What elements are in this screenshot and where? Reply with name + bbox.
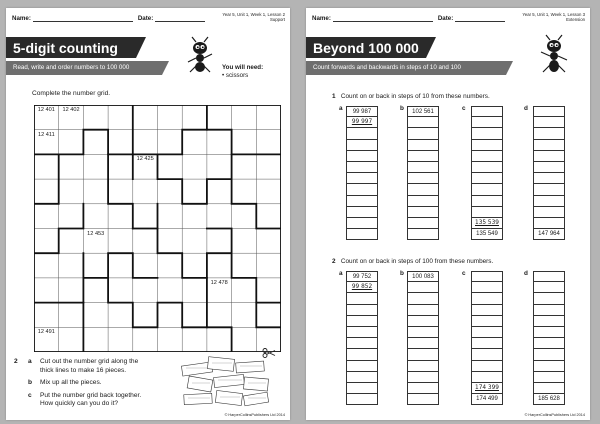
column-letter: a	[339, 105, 343, 112]
answer-box[interactable]	[407, 162, 439, 173]
question-2-item-letter: b	[28, 379, 33, 387]
count-column	[533, 271, 565, 407]
answer-box[interactable]	[407, 361, 439, 372]
name-date-row	[12, 15, 205, 22]
need-item-scissors: scissors	[225, 72, 249, 79]
answer-box[interactable]: 102 561	[407, 106, 439, 117]
count-column	[471, 106, 503, 242]
page-title: Beyond 100 000	[306, 37, 426, 58]
answer-box[interactable]	[471, 207, 503, 218]
answer-box[interactable]	[533, 162, 565, 173]
answer-box[interactable]	[407, 293, 439, 304]
answer-box[interactable]	[471, 316, 503, 327]
answer-box[interactable]	[533, 305, 565, 316]
question-2-item-letter: a	[28, 358, 32, 365]
answer-box[interactable]	[346, 173, 378, 184]
page-title: 5-digit counting	[6, 37, 136, 58]
lesson-ref: Year 5, Unit 1, Week 1, Lesson 2	[222, 12, 285, 17]
answer-box[interactable]	[407, 128, 439, 139]
question-2-item-letter: c	[28, 391, 32, 399]
answer-box[interactable]	[407, 383, 439, 394]
column-letter: c	[462, 270, 466, 277]
answer-box[interactable]	[471, 361, 503, 372]
grid-cell-number: 12 491	[37, 329, 55, 336]
answer-box[interactable]	[533, 196, 565, 207]
answer-box[interactable]	[471, 372, 503, 383]
answer-box[interactable]	[407, 349, 439, 360]
answer-box[interactable]	[471, 184, 503, 195]
answer-box[interactable]	[407, 196, 439, 207]
lesson-meta	[222, 12, 285, 22]
count-column	[471, 271, 503, 407]
question-2-item	[28, 392, 178, 401]
answer-box[interactable]	[346, 218, 378, 229]
page-subtitle: Count forwards and backwards in steps of 10 and 100	[306, 61, 506, 75]
answer-box[interactable]	[346, 327, 378, 338]
grid-cell-number: 12 453	[87, 230, 105, 237]
grid-cell-number: 12 401	[37, 107, 55, 113]
answer-box[interactable]	[407, 184, 439, 195]
answer-box[interactable]: 135 539	[471, 218, 503, 229]
grid-pieces-illustration-icon	[178, 354, 274, 410]
date-label: Date:	[137, 15, 154, 22]
answer-box[interactable]	[471, 173, 503, 184]
answer-box[interactable]	[533, 184, 565, 195]
answer-box[interactable]	[346, 394, 378, 405]
answer-box[interactable]	[471, 305, 503, 316]
answer-box[interactable]	[346, 162, 378, 173]
question-2-items	[28, 358, 178, 409]
worksheet-page-right	[306, 8, 590, 420]
worksheet-page-left	[6, 8, 290, 420]
answer-box[interactable]	[346, 196, 378, 207]
question-2-item-text: Mix up all the pieces.	[40, 379, 102, 387]
name-label: Name:	[12, 15, 31, 22]
answer-box[interactable]	[471, 327, 503, 338]
answer-box[interactable]	[407, 316, 439, 327]
answer-box[interactable]	[407, 140, 439, 151]
name-label: Name:	[312, 15, 331, 22]
count-column	[407, 271, 439, 407]
answer-box[interactable]	[471, 106, 503, 117]
answer-box[interactable]: 185 628	[533, 394, 565, 405]
column-letter: a	[339, 270, 343, 277]
answer-box[interactable]	[471, 162, 503, 173]
answer-box[interactable]	[533, 117, 565, 128]
count-column	[407, 106, 439, 242]
answer-box[interactable]	[533, 349, 565, 360]
copyright-footer: © HarperCollinsPublishers Ltd 2014	[524, 413, 585, 417]
answer-box[interactable]: 174 499	[471, 394, 503, 405]
answer-box[interactable]	[471, 282, 503, 293]
question-2-item-text: Cut out the number grid along the	[40, 358, 139, 365]
scissors-icon	[262, 348, 276, 358]
date-label: Date:	[437, 15, 454, 22]
you-will-need-box: You will need: • scissors	[222, 64, 264, 79]
answer-box[interactable]	[407, 372, 439, 383]
answer-box[interactable]: 99 852	[346, 282, 378, 293]
answer-box[interactable]	[346, 184, 378, 195]
answer-box[interactable]	[533, 128, 565, 139]
answer-box[interactable]	[471, 293, 503, 304]
question-2-item-text: thick lines to make 16 pieces.	[40, 366, 127, 374]
grid-instruction: Complete the number grid.	[32, 90, 111, 97]
answer-box[interactable]	[346, 349, 378, 360]
column-letter: b	[400, 105, 404, 112]
answer-box[interactable]	[407, 207, 439, 218]
lesson-level: Support	[269, 17, 285, 23]
answer-box[interactable]	[471, 349, 503, 360]
column-letter: d	[524, 105, 528, 112]
answer-box[interactable]: 174 399	[471, 383, 503, 394]
answer-box[interactable]	[533, 293, 565, 304]
grid-cell-number: 12 402	[62, 107, 80, 113]
date-line[interactable]	[155, 16, 205, 22]
question-2-item-text: How quickly can you do it?	[40, 400, 119, 408]
question-2-item	[28, 379, 178, 388]
answer-box[interactable]	[346, 140, 378, 151]
answer-box[interactable]	[533, 106, 565, 117]
answer-box[interactable]	[533, 383, 565, 394]
answer-box[interactable]	[407, 282, 439, 293]
answer-box[interactable]	[533, 140, 565, 151]
answer-box[interactable]	[471, 151, 503, 162]
answer-box[interactable]	[346, 128, 378, 139]
lesson-meta	[522, 12, 585, 22]
question-2-item-text: Put the number grid back together.	[40, 391, 142, 399]
count-column	[346, 106, 378, 242]
answer-box[interactable]	[346, 305, 378, 316]
answer-box[interactable]	[533, 218, 565, 229]
copyright-footer: © HarperCollinsPublishers Ltd 2014	[224, 413, 285, 417]
question-2-item	[28, 400, 178, 409]
answer-box[interactable]	[533, 282, 565, 293]
answer-box[interactable]: 99 752	[346, 271, 378, 282]
answer-box[interactable]	[346, 293, 378, 304]
answer-box[interactable]	[346, 151, 378, 162]
count-column	[346, 271, 378, 407]
answer-box[interactable]	[407, 394, 439, 405]
question-1-prompt	[332, 93, 490, 100]
answer-box[interactable]	[533, 338, 565, 349]
answer-box[interactable]	[346, 207, 378, 218]
answer-box[interactable]	[407, 218, 439, 229]
you-will-need-heading: You will need:	[222, 64, 264, 71]
question-2-text: Count on or back in steps of 100 from these numbers.	[340, 258, 494, 265]
name-date-row	[312, 15, 505, 22]
count-column	[533, 106, 565, 242]
question-2-item	[28, 358, 178, 367]
question-1-number: 1	[332, 93, 336, 100]
name-line[interactable]	[333, 16, 433, 22]
number-grid	[34, 105, 281, 352]
answer-box[interactable]	[346, 383, 378, 394]
answer-box[interactable]	[533, 361, 565, 372]
answer-box[interactable]	[346, 229, 378, 240]
answer-box[interactable]	[471, 140, 503, 151]
answer-box[interactable]	[407, 305, 439, 316]
page-subtitle: Read, write and order numbers to 100 000	[6, 61, 162, 75]
number-grid-lines	[34, 105, 281, 352]
answer-box[interactable]	[533, 316, 565, 327]
question-2-prompt	[332, 258, 493, 265]
column-letter: c	[462, 105, 466, 112]
answer-box[interactable]	[407, 327, 439, 338]
grid-cell-number: 12 425	[136, 156, 154, 163]
answer-box[interactable]	[346, 372, 378, 383]
question-1-text: Count on or back in steps of 10 from these numbers.	[340, 93, 490, 100]
answer-box[interactable]	[346, 316, 378, 327]
ant-mascot-icon	[182, 36, 218, 76]
answer-box[interactable]	[471, 271, 503, 282]
answer-box[interactable]	[533, 372, 565, 383]
question-2-number: 2	[332, 258, 336, 265]
answer-box[interactable]: 99 997	[346, 117, 378, 128]
question-2-item	[28, 367, 178, 376]
lesson-ref: Year 5, Unit 1, Week 1, Lesson 3	[522, 12, 585, 17]
answer-box[interactable]	[346, 338, 378, 349]
answer-box[interactable]	[471, 117, 503, 128]
date-line[interactable]	[455, 16, 505, 22]
answer-box[interactable]	[533, 173, 565, 184]
answer-box[interactable]	[471, 128, 503, 139]
answer-box[interactable]	[471, 338, 503, 349]
answer-box[interactable]	[533, 151, 565, 162]
answer-box[interactable]: 147 964	[533, 229, 565, 240]
answer-box[interactable]	[407, 117, 439, 128]
ant-mascot-icon	[536, 34, 572, 76]
answer-box[interactable]: 100 083	[407, 271, 439, 282]
column-letter: d	[524, 270, 528, 277]
answer-box[interactable]	[407, 173, 439, 184]
column-letter: b	[400, 270, 404, 277]
answer-box[interactable]	[471, 196, 503, 207]
answer-box[interactable]: 99 987	[346, 106, 378, 117]
answer-box[interactable]	[407, 338, 439, 349]
question-2-number: 2	[14, 358, 18, 365]
answer-box[interactable]	[407, 151, 439, 162]
answer-box[interactable]	[346, 361, 378, 372]
answer-box[interactable]: 135 549	[471, 229, 503, 240]
lesson-level: Extension	[566, 17, 585, 23]
answer-box[interactable]	[533, 207, 565, 218]
name-line[interactable]	[33, 16, 133, 22]
grid-cell-number: 12 478	[210, 279, 228, 286]
answer-box[interactable]	[407, 229, 439, 240]
answer-box[interactable]	[533, 271, 565, 282]
answer-box[interactable]	[533, 327, 565, 338]
grid-cell-number: 12 411	[37, 131, 55, 138]
